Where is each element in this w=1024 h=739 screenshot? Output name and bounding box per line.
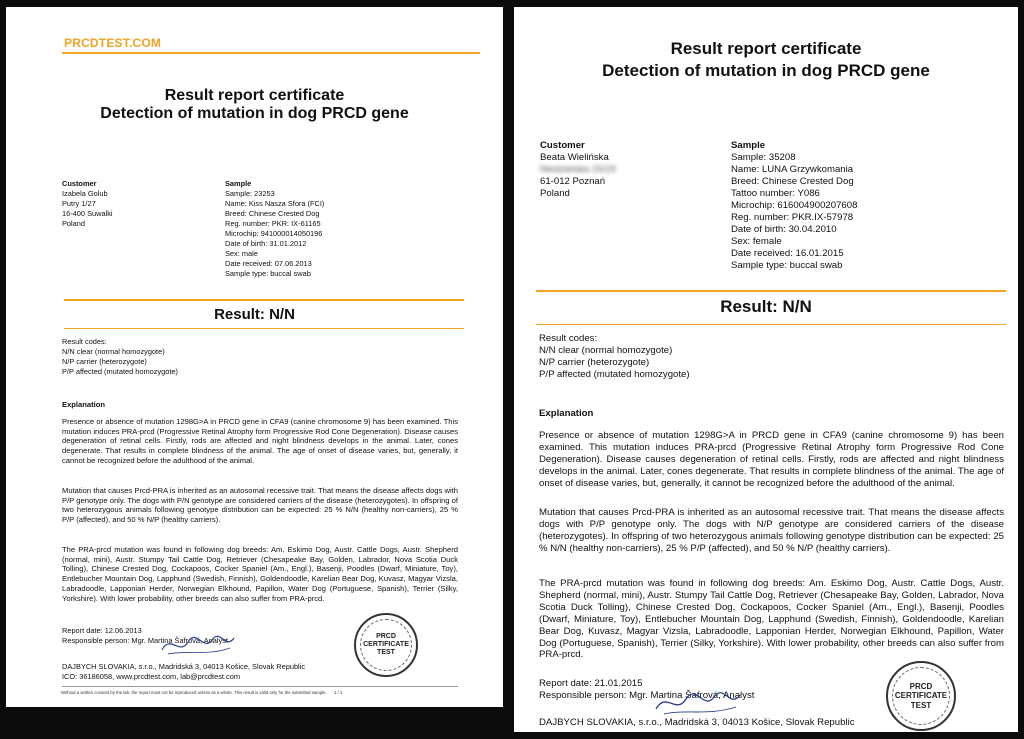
stamp-text: PRCD bbox=[376, 632, 396, 640]
customer-name: Beata Wielińska bbox=[540, 152, 609, 163]
result-codes bbox=[539, 333, 690, 381]
sample-line: Date of birth: 31.01.2012 bbox=[225, 239, 307, 248]
result-codes-line: Result codes: bbox=[539, 333, 598, 344]
stamp-text: CERTIFICATE bbox=[363, 640, 409, 648]
result-rule-bottom bbox=[64, 328, 464, 329]
sample-block bbox=[731, 140, 857, 272]
prcd-certificate-stamp-icon bbox=[886, 661, 956, 731]
company-address: DAJBYCH SLOVAKIA, s.r.o., Madridská 3, 04013 Košice, Slovak Republic bbox=[539, 717, 855, 728]
sample-line: Reg. number: PKR.IX-57978 bbox=[731, 212, 854, 223]
sample-line: Date received: 07.06.2013 bbox=[225, 259, 312, 268]
responsible-person: Responsible person: Mgr. Martina Šafrová, Analyst bbox=[62, 636, 228, 645]
sample-line: Microchip: 616004900207608 bbox=[731, 200, 858, 211]
result-codes-line: Result codes: bbox=[62, 337, 107, 346]
signature-mark bbox=[652, 687, 744, 719]
result-value: Result: N/N bbox=[720, 297, 812, 316]
header-rule bbox=[62, 52, 480, 54]
result-rule-bottom bbox=[536, 324, 1006, 325]
explanation-heading: Explanation bbox=[62, 400, 106, 409]
certificate-subtitle: Detection of mutation in dog PRCD gene bbox=[100, 105, 409, 122]
customer-block bbox=[62, 179, 113, 229]
sample-heading: Sample bbox=[225, 179, 252, 188]
sample-line: Sex: female bbox=[731, 236, 782, 247]
customer-line: Putry 1/27 bbox=[62, 199, 96, 208]
sample-heading: Sample bbox=[731, 140, 766, 151]
sample-line: Microchip: 941000014050196 bbox=[225, 229, 323, 238]
customer-line: 16-400 Suwalki bbox=[62, 209, 113, 218]
stamp-text: TEST bbox=[377, 649, 395, 657]
sample-line: Sex: male bbox=[225, 249, 258, 258]
result-rule-top bbox=[536, 290, 1006, 292]
sample-line: Breed: Chinese Crested Dog bbox=[731, 176, 854, 187]
customer-block bbox=[540, 140, 616, 200]
disclaimer-text: Without a written consent by the lab, the report must not be reproduced unless as a whole. This result is valid only for the submitted sample. bbox=[61, 690, 327, 695]
sample-line: Name: Kiss Nasza Sfora (FCI) bbox=[225, 199, 325, 208]
certificate-title: Result report certificate bbox=[164, 87, 345, 104]
result-value: Result: N/N bbox=[214, 306, 295, 323]
inheritance-paragraph: Mutation that causes Prcd-PRA is inherited as an autosomal recessive trait. That means the disease affects dogs with P/P genotype only. The dogs with P/N genotype are considered carriers of the disease (heterozygotes). In offspring of two heterozygous animals following genotype distribution can be expected: 25 % N/N (healthy non-carriers), 25 % P/P (affected), and 50 % N/P (healthy carriers). bbox=[62, 486, 458, 525]
customer-line: Izabela Golub bbox=[62, 189, 108, 198]
company-contacts: ICO: 36186058, www.prcdtest.com, lab@prcdtest.com bbox=[62, 672, 240, 681]
breeds-paragraph: The PRA-prcd mutation was found in following dog breeds: Am. Eskimo Dog, Austr. Cattle Dogs, Austr. Shepherd (normal, mini), Austr. Stumpy Tail Cattle Dog, Retriever (Chesapeake Bay, Golden, Labrador, Nova Scotia Duck Tolling), Chinese Crested Dog, Cockapoos, Cocker Spaniel (Am., Engl.), Basenji, Poodles (Dwarf, Miniature, Toy), Entlebucher Mountain Dog, Lapphund (Swedish, Finnish), Goldendoodle, Karelian Bear Dog, Kuvasz, Magyar Vizsla, Labradoodle, Lapponian Herder, Norwegian Elkhound, Papillon, Water Dog (Portuguese, Spanish), Terrier (Silky, Yorkshire). With lower probability, other breeds can also suffer from PRA-prcd. bbox=[62, 545, 458, 603]
company-info bbox=[62, 662, 305, 682]
customer-redacted-address: Niedzielska 15/19 bbox=[540, 164, 616, 175]
sample-line: Name: LUNA Grzywkomania bbox=[731, 164, 854, 175]
customer-line: Poland bbox=[62, 219, 86, 228]
result-codes-line: N/N clear (normal homozygote) bbox=[539, 345, 673, 356]
stamp-text: CERTIFICATE bbox=[894, 691, 948, 701]
explanation-paragraph: Presence or absence of mutation 1298G>A in PRCD gene in CFA9 (canine chromosome 9) has been examined. This mutation induces PRA-prcd (Progressive Retinal Atrophy form Progressive Rod Cone Degeneration). Disease causes degeneration of retinal cells. Firstly, rods are affected and night blindness develops in the animal. Later, cones degenerate. That results in complete blindness of the animal. The age of onset of disease varies, but, generally, it cannot be recognized before the adulthood of the animal. bbox=[62, 417, 458, 465]
footer-disclaimer bbox=[61, 690, 461, 695]
inheritance-paragraph: Mutation that causes Prcd-PRA is inherited as an autosomal recessive trait. That means the disease affects dogs with P/P genotype only. The dogs with N/P genotype are considered carriers of the disease (heterozygotes). In offspring of two heterozygous animals following genotype distribution can be expected: 25 % N/N (healthy non-carriers), 25 % P/P (affected), and 50 % N/P (healthy carriers). bbox=[539, 507, 1004, 554]
sample-line: Date received: 16.01.2015 bbox=[731, 248, 844, 259]
sample-line: Sample type: buccal swab bbox=[225, 269, 311, 278]
certificate-subtitle: Detection of mutation in dog PRCD gene bbox=[602, 61, 930, 80]
signature-mark bbox=[158, 630, 238, 660]
customer-heading: Customer bbox=[62, 179, 97, 188]
prcd-certificate-stamp-icon bbox=[354, 613, 418, 677]
customer-line: 61-012 Poznań bbox=[540, 176, 606, 187]
result-codes-line: P/P affected (mutated homozygote) bbox=[539, 369, 690, 380]
sample-line: Tattoo number: Y086 bbox=[731, 188, 820, 199]
company-info bbox=[539, 717, 855, 729]
footer-rule bbox=[62, 686, 458, 687]
responsible-person: Responsible person: Mgr. Martina Šafrová, Analyst bbox=[539, 690, 755, 701]
result-codes-line: P/P affected (mutated homozygote) bbox=[62, 367, 178, 376]
result-codes-line: N/N clear (normal homozygote) bbox=[62, 347, 165, 356]
sample-block bbox=[225, 179, 324, 279]
result-codes-line: N/P carrier (heterozygote) bbox=[539, 357, 650, 368]
explanation-paragraph: Presence or absence of mutation 1298G>A in PRCD gene in CFA9 (canine chromosome 9) has been examined. This mutation induces PRA-prcd (Progressive Retinal Atrophy form Progressive Rod Cone Degeneration). Disease causes degeneration of retinal cells. Firstly, rods are affected and night blindness develops in the animal. Later, cones degenerate. That results in complete blindness of the animal. The age of onset of disease varies, but, generally, it cannot be recognized before the adulthood of the animal. bbox=[539, 430, 1004, 489]
stamp-text: TEST bbox=[910, 700, 932, 710]
customer-line: Poland bbox=[540, 188, 570, 199]
certificate-title: Result report certificate bbox=[670, 39, 862, 58]
certificate-page-right bbox=[514, 7, 1018, 732]
certificate-page-left bbox=[6, 7, 503, 707]
sample-line: Sample type: buccal swab bbox=[731, 260, 843, 271]
sample-line: Date of birth: 30.04.2010 bbox=[731, 224, 837, 235]
result-codes bbox=[62, 337, 178, 377]
sample-line: Breed: Chinese Crested Dog bbox=[225, 209, 320, 218]
brand-logo: PRCDTEST.COM bbox=[64, 36, 162, 50]
company-address: DAJBYCH SLOVAKIA, s.r.o., Madridská 3, 04013 Košice, Slovak Republic bbox=[62, 662, 306, 671]
result-rule-top bbox=[64, 299, 464, 301]
report-date: Report date: 21.01.2015 bbox=[539, 678, 643, 689]
page-number: 1 / 1 bbox=[333, 690, 343, 695]
stamp-text: PRCD bbox=[909, 682, 933, 692]
report-date: Report date: 12.06.2013 bbox=[62, 626, 142, 635]
sample-line: Reg. number: PKR: IX-61165 bbox=[225, 219, 321, 228]
sample-line: Sample: 35208 bbox=[731, 152, 796, 163]
customer-heading: Customer bbox=[540, 140, 585, 151]
breeds-paragraph: The PRA-prcd mutation was found in following dog breeds: Am. Eskimo Dog, Austr. Cattle Dogs, Austr. Shepherd (normal, mini), Austr. Stumpy Tail Cattle Dog, Retriever (Chesapeake Bay, Golden, Labrador, Nova Scotia Duck Tolling), Chinese Crested Dog, Cockapoos, Cocker Spaniel (Am., Engl.), Basenji, Poodles (Dwarf, Miniature, Toy), Entlebucher Mountain Dog, Lapphund (Swedish, Finnish), Goldendoodle, Karelian Bear Dog, Kuvasz, Magyar Vizsla, Labradoodle, Lapponian Herder, Norwegian Elkhound, Papillon, Water Dog (Portuguese, Spanish), Terrier (Silky, Yorkshire). With lower probability, other breeds can also suffer from PRA-prcd. bbox=[539, 578, 1004, 661]
result-codes-line: N/P carrier (heterozygote) bbox=[62, 357, 147, 366]
explanation-heading: Explanation bbox=[539, 408, 594, 419]
sample-line: Sample: 23253 bbox=[225, 189, 275, 198]
